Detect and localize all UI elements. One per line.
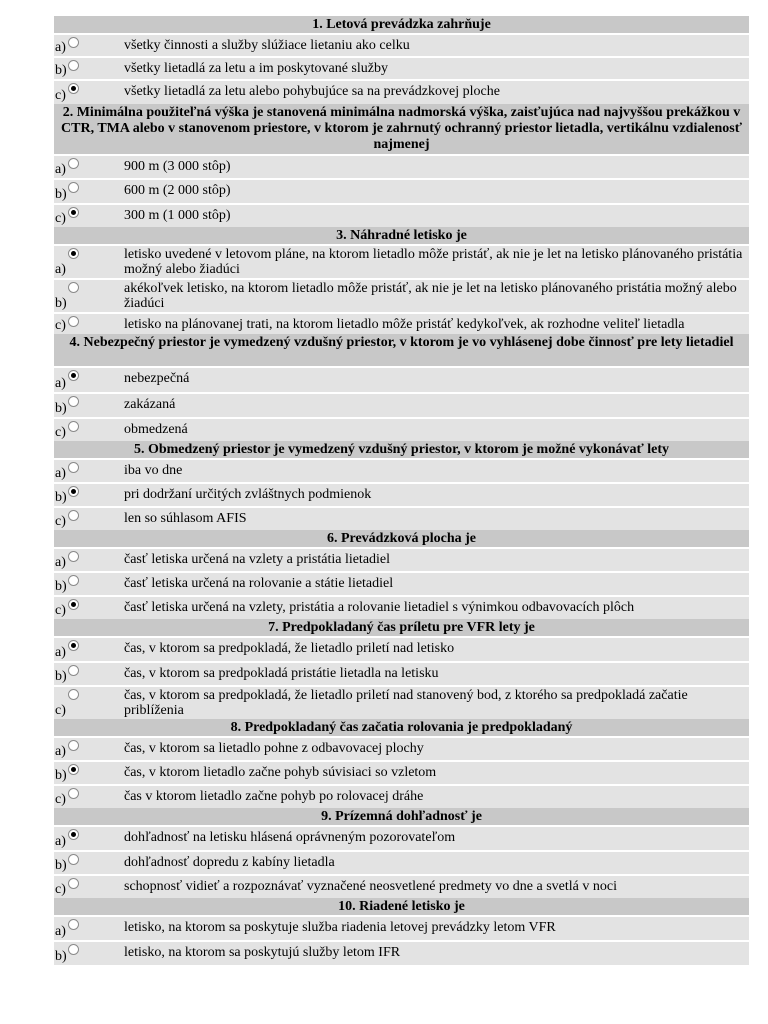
answer-text: čas, v ktorom sa lietadlo pohne z odbavovacej plochy [124, 741, 424, 756]
answer-text: iba vo dne [124, 463, 183, 478]
option-selector [54, 852, 94, 874]
radio-button[interactable] [68, 421, 79, 432]
option-letter: b) [55, 669, 67, 684]
answer-text: čas, v ktorom sa predpokladá, že lietadlo priletí nad letisko [124, 641, 455, 656]
option-letter: c) [55, 882, 66, 897]
question-title: 4. Nebezpečný priestor je vymedzený vzdušný priestor, v ktorom je vo vyhlásenej dobe činnosť pre lety lietadiel [54, 334, 749, 366]
radio-button-selected[interactable] [68, 764, 79, 775]
answer-option[interactable] [54, 595, 749, 619]
answer-option[interactable] [54, 940, 749, 965]
option-selector [54, 368, 94, 392]
option-letter: b) [55, 949, 67, 964]
answer-option[interactable] [54, 244, 749, 278]
answer-text: obmedzená [124, 422, 188, 437]
question-3 [54, 227, 749, 334]
answer-option[interactable] [54, 392, 749, 417]
option-selector [54, 549, 94, 571]
answer-text: čas v ktorom lietadlo začne pohyb po rolovacej dráhe [124, 789, 424, 804]
option-letter: a) [55, 376, 66, 391]
answer-text: dohľadnosť dopredu z kabíny lietadla [124, 855, 335, 870]
answer-text: dohľadnosť na letisku hlásená oprávneným pozorovateľom [124, 830, 456, 845]
option-selector [54, 597, 94, 619]
option-letter: b) [55, 768, 67, 783]
option-letter: b) [55, 187, 67, 202]
answer-text: zakázaná [124, 397, 176, 412]
answer-text: letisko uvedené v letovom pláne, na ktorom lietadlo môže pristáť, ak nie je let na letisko plánovaného pristátia možný alebo žiadúci [124, 247, 743, 277]
radio-button-selected[interactable] [68, 248, 79, 259]
answer-option[interactable] [54, 685, 749, 719]
option-selector [54, 394, 94, 417]
radio-button[interactable] [68, 462, 79, 473]
answer-option[interactable] [54, 784, 749, 808]
answer-text: všetky lietadlá za letu a im poskytované služby [124, 61, 388, 76]
answer-text: čas, v ktorom sa predpokladá pristátie lietadla na letisku [124, 666, 439, 681]
answer-option[interactable] [54, 482, 749, 506]
radio-button-selected[interactable] [68, 640, 79, 651]
question-2 [54, 104, 749, 227]
radio-button[interactable] [68, 788, 79, 799]
option-letter: c) [55, 425, 66, 440]
option-letter: a) [55, 924, 66, 939]
radio-button[interactable] [68, 665, 79, 676]
option-selector [54, 917, 94, 940]
option-letter: a) [55, 744, 66, 759]
radio-button[interactable] [68, 551, 79, 562]
option-selector [54, 687, 94, 719]
radio-button[interactable] [68, 282, 79, 293]
option-selector [54, 419, 94, 441]
radio-button[interactable] [68, 37, 79, 48]
radio-button[interactable] [68, 854, 79, 865]
answer-option[interactable] [54, 203, 749, 227]
question-title: 9. Prízemná dohľadnosť je [54, 808, 749, 825]
answer-option[interactable] [54, 366, 749, 392]
option-letter: a) [55, 40, 66, 55]
answer-option[interactable] [54, 547, 749, 571]
answer-text: všetky lietadlá za letu alebo pohybujúce sa na prevádzkovej ploche [124, 84, 500, 99]
answer-option[interactable] [54, 874, 749, 898]
question-8 [54, 719, 749, 808]
option-letter: c) [55, 318, 66, 333]
answer-option[interactable] [54, 33, 749, 56]
option-letter: b) [55, 63, 67, 78]
answer-option[interactable] [54, 850, 749, 874]
radio-button[interactable] [68, 919, 79, 930]
option-letter: b) [55, 401, 67, 416]
option-selector [54, 638, 94, 661]
quiz-form [54, 16, 749, 965]
answer-option[interactable] [54, 661, 749, 685]
answer-option[interactable] [54, 760, 749, 784]
option-selector [54, 280, 94, 312]
option-letter: c) [55, 703, 66, 718]
answer-option[interactable] [54, 825, 749, 850]
answer-option[interactable] [54, 312, 749, 334]
answer-option[interactable] [54, 178, 749, 203]
answer-text: čas, v ktorom lietadlo začne pohyb súvisiaci so vzletom [124, 765, 437, 780]
option-letter: a) [55, 162, 66, 177]
answer-option[interactable] [54, 79, 749, 104]
question-title: 1. Letová prevádzka zahrňuje [54, 16, 749, 33]
question-1 [54, 16, 749, 104]
option-letter: a) [55, 262, 66, 277]
question-title: 10. Riadené letisko je [54, 898, 749, 915]
option-letter: b) [55, 579, 67, 594]
answer-text: letisko na plánovanej trati, na ktorom lietadlo môže pristáť kedykoľvek, ak rozhodne veliteľ lietadla [124, 317, 685, 332]
option-selector [54, 205, 94, 227]
option-letter: a) [55, 555, 66, 570]
option-selector [54, 942, 94, 965]
answer-text: čas, v ktorom sa predpokladá, že lietadlo priletí nad stanovený bod, z ktorého sa predpokladá začatie priblíženia [124, 688, 688, 718]
radio-button[interactable] [68, 316, 79, 327]
radio-button[interactable] [68, 158, 79, 169]
radio-button-selected[interactable] [68, 599, 79, 610]
option-selector [54, 314, 94, 334]
answer-option[interactable] [54, 278, 749, 312]
option-letter: b) [55, 858, 67, 873]
answer-text: 300 m (1 000 stôp) [124, 208, 231, 223]
option-letter: b) [55, 296, 67, 311]
option-letter: a) [55, 645, 66, 660]
option-selector [54, 573, 94, 595]
answer-text: len so súhlasom AFIS [124, 511, 247, 526]
question-title: 3. Náhradné letisko je [54, 227, 749, 244]
answer-option[interactable] [54, 636, 749, 661]
radio-button-selected[interactable] [68, 370, 79, 381]
question-title: 6. Prevádzková plocha je [54, 530, 749, 547]
answer-text: všetky činnosti a služby slúžiace lietaniu ako celku [124, 38, 410, 53]
answer-option[interactable] [54, 417, 749, 441]
option-selector [54, 738, 94, 760]
radio-button-selected[interactable] [68, 83, 79, 94]
option-letter: a) [55, 466, 66, 481]
question-6 [54, 530, 749, 619]
question-title: 5. Obmedzený priestor je vymedzený vzdušný priestor, v ktorom je možné vykonávať lety [54, 441, 749, 458]
answer-option[interactable] [54, 915, 749, 940]
answer-text: 600 m (2 000 stôp) [124, 183, 231, 198]
question-9 [54, 808, 749, 898]
radio-button[interactable] [68, 182, 79, 193]
option-selector [54, 156, 94, 178]
answer-text: akékoľvek letisko, na ktorom lietadlo môže pristáť, ak nie je let na letisko plánovaného pristátia možný alebo žiadúci [124, 281, 737, 311]
radio-button[interactable] [68, 510, 79, 521]
option-selector [54, 663, 94, 685]
option-selector [54, 484, 94, 506]
answer-option[interactable] [54, 736, 749, 760]
answer-text: letisko, na ktorom sa poskytujú služby letom IFR [124, 945, 401, 960]
option-letter: c) [55, 792, 66, 807]
question-title: 7. Predpokladaný čas príletu pre VFR lety je [54, 619, 749, 636]
option-selector [54, 876, 94, 898]
answer-text: nebezpečná [124, 371, 190, 386]
option-selector [54, 827, 94, 850]
option-letter: c) [55, 88, 66, 103]
answer-text: 900 m (3 000 stôp) [124, 159, 231, 174]
answer-text: časť letiska určená na rolovanie a státie lietadiel [124, 576, 394, 591]
answer-text: časť letiska určená na vzlety, pristátia a rolovanie lietadiel s výnimkou odbavovacích plôch [124, 600, 635, 615]
option-selector [54, 81, 94, 104]
option-selector [54, 180, 94, 203]
option-selector [54, 762, 94, 784]
radio-button[interactable] [68, 689, 79, 700]
option-letter: c) [55, 603, 66, 618]
answer-text: schopnosť vidieť a rozpoznávať vyznačené neosvetlené predmety vo dne a svetlá v noci [124, 879, 617, 894]
radio-button-selected[interactable] [68, 486, 79, 497]
question-10 [54, 898, 749, 965]
answer-option[interactable] [54, 506, 749, 530]
radio-button[interactable] [68, 944, 79, 955]
option-letter: c) [55, 211, 66, 226]
question-5 [54, 441, 749, 530]
answer-text: časť letiska určená na vzlety a pristátia lietadiel [124, 552, 391, 567]
answer-option[interactable] [54, 56, 749, 79]
option-letter: a) [55, 834, 66, 849]
answer-option[interactable] [54, 154, 749, 178]
option-letter: b) [55, 490, 67, 505]
option-selector [54, 786, 94, 808]
option-selector [54, 246, 94, 278]
question-7 [54, 619, 749, 719]
answer-option[interactable] [54, 571, 749, 595]
option-selector [54, 508, 94, 530]
option-selector [54, 460, 94, 482]
question-title: 2. Minimálna použiteľná výška je stanovená minimálna nadmorská výška, zaisťujúca nad najvyššou prekážkou v CTR, TMA alebo v stanovenom priestore, v ktorom je zahrnutý ochranný priestor lietadla, vertikálnu vzdialenosť najmenej [54, 104, 749, 154]
answer-option[interactable] [54, 458, 749, 482]
option-selector [54, 35, 94, 56]
radio-button[interactable] [68, 575, 79, 586]
question-4 [54, 334, 749, 441]
answer-text: letisko, na ktorom sa poskytuje služba riadenia letovej prevádzky letom VFR [124, 920, 556, 935]
radio-button[interactable] [68, 878, 79, 889]
radio-button[interactable] [68, 60, 79, 71]
radio-button-selected[interactable] [68, 207, 79, 218]
answer-text: pri dodržaní určitých zvláštnych podmienok [124, 487, 372, 502]
radio-button[interactable] [68, 740, 79, 751]
radio-button-selected[interactable] [68, 829, 79, 840]
question-title: 8. Predpokladaný čas začatia rolovania je predpokladaný [54, 719, 749, 736]
radio-button[interactable] [68, 396, 79, 407]
option-letter: c) [55, 514, 66, 529]
option-selector [54, 58, 94, 79]
